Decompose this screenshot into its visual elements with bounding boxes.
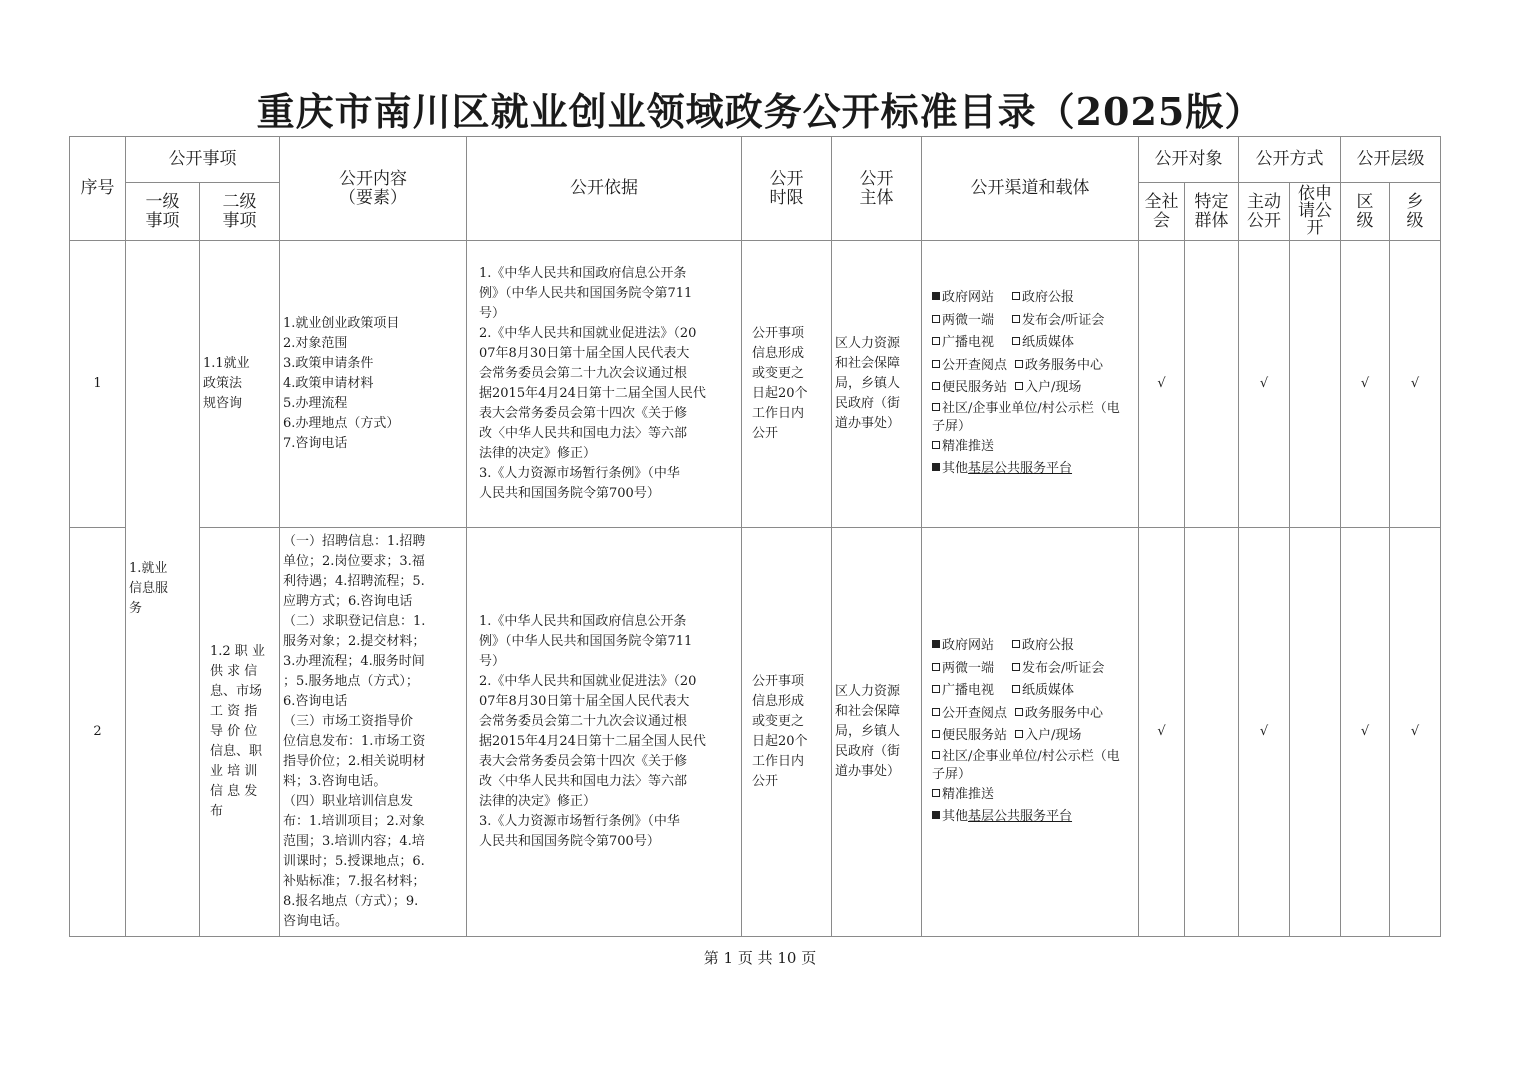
- row-seq: 1: [70, 241, 126, 528]
- unchecked-box-icon: [932, 730, 940, 738]
- subject-cell: 区人力资源 和社会保障 局，乡镇人 民政府（街 道办事处）: [832, 241, 922, 528]
- unchecked-box-icon: [1012, 685, 1020, 693]
- unchecked-box-icon: [1012, 640, 1020, 648]
- unchecked-box-icon: [1012, 337, 1020, 345]
- header-basis: 公开依据: [467, 137, 742, 241]
- table-row: [70, 241, 1441, 528]
- checked-box-icon: [932, 811, 940, 819]
- time-cell: 公开事项 信息形成 或变更之 日起20个 工作日内 公开: [742, 241, 832, 528]
- header-level-township: 乡 级: [1390, 183, 1441, 241]
- table-row: [70, 528, 1441, 937]
- checked-box-icon: [932, 463, 940, 471]
- checked-box-icon: [932, 292, 940, 300]
- subject-cell: 区人力资源 和社会保障 局，乡镇人 民政府（街 道办事处）: [832, 528, 922, 937]
- level1-item: 1.就业 信息服 务: [126, 241, 200, 937]
- basis-cell: 1.《中华人民共和国政府信息公开条 例》（中华人民共和国国务院令第711 号） 2.《中华人民共和国就业促进法》（20 07年8月30日第十届全国人民代表大 会常务委员会第二十九次会议通过根 据2015年4月24日第十二届全国人民代 表大会常务委员会第十四次《关于修 改〈中华人民共和国电力法〉等六部 法律的决定》修正） 3.《人力资源市场暂行条例》（中华 人民共和国国务院令第700号）: [467, 241, 742, 528]
- unchecked-box-icon: [932, 441, 940, 449]
- check-target-specific: [1185, 241, 1239, 528]
- header-row-1: [70, 137, 1441, 183]
- unchecked-box-icon: [932, 382, 940, 390]
- channel-cell: 政府网站 政府公报 两微一端 发布会/听证会 广播电视 纸质媒体 公开查阅点 政务服务中心 便民服务站 入户/现场 社区/企事业单位/村公示栏（电 子屏） 精准推送 其他基层公共服务平台: [922, 241, 1139, 528]
- header-level-group: 公开层级: [1341, 137, 1441, 183]
- header-seq: 序号: [70, 137, 126, 241]
- check-method-apply: [1290, 528, 1341, 937]
- unchecked-box-icon: [932, 315, 940, 323]
- check-level-township: √: [1390, 241, 1441, 528]
- header-method-active: 主动 公开: [1239, 183, 1290, 241]
- header-level-district: 区 级: [1341, 183, 1390, 241]
- check-level-district: √: [1341, 241, 1390, 528]
- unchecked-box-icon: [1012, 292, 1020, 300]
- header-method-group: 公开方式: [1239, 137, 1341, 183]
- header-channel: 公开渠道和载体: [922, 137, 1139, 241]
- unchecked-box-icon: [932, 337, 940, 345]
- check-target-specific: [1185, 528, 1239, 937]
- header-item-group: 公开事项: [126, 137, 280, 183]
- level2-item: 1.1就业 政策法 规咨询: [200, 241, 280, 528]
- header-time: 公开 时限: [742, 137, 832, 241]
- level2-item: 1.2 职 业 供 求 信 息、市场 工 资 指 导 价 位 信息、职 业 培 训 信 息 发 布: [200, 528, 280, 937]
- content-cell: 1.就业创业政策项目 2.对象范围 3.政策申请条件 4.政策申请材料 5.办理流程 6.办理地点（方式） 7.咨询电话: [280, 241, 467, 528]
- unchecked-box-icon: [932, 685, 940, 693]
- unchecked-box-icon: [932, 751, 940, 759]
- check-target-all: √: [1139, 528, 1185, 937]
- header-level1: 一级 事项: [126, 183, 200, 241]
- unchecked-box-icon: [1015, 730, 1023, 738]
- unchecked-box-icon: [932, 403, 940, 411]
- page-footer: 第 1 页 共 10 页: [703, 949, 817, 967]
- checked-box-icon: [932, 640, 940, 648]
- header-target-group: 公开对象: [1139, 137, 1239, 183]
- unchecked-box-icon: [1015, 360, 1023, 368]
- check-method-active: √: [1239, 528, 1290, 937]
- header-method-apply: 依申 请公 开: [1290, 183, 1341, 241]
- header-subject: 公开 主体: [832, 137, 922, 241]
- check-method-apply: [1290, 241, 1341, 528]
- check-target-all: √: [1139, 241, 1185, 528]
- channel-cell: 政府网站 政府公报 两微一端 发布会/听证会 广播电视 纸质媒体 公开查阅点 政务服务中心 便民服务站 入户/现场 社区/企事业单位/村公示栏（电 子屏） 精准推送 其他基层公共服务平台: [922, 528, 1139, 937]
- header-target-specific: 特定 群体: [1185, 183, 1239, 241]
- unchecked-box-icon: [1015, 382, 1023, 390]
- header-level2: 二级 事项: [200, 183, 280, 241]
- row-seq: 2: [70, 528, 126, 937]
- page-title: 重庆市南川区就业创业领域政务公开标准目录（2025版）: [256, 89, 1264, 134]
- time-cell: 公开事项 信息形成 或变更之 日起20个 工作日内 公开: [742, 528, 832, 937]
- content-cell: （一）招聘信息：1.招聘 单位；2.岗位要求；3.福 利待遇；4.招聘流程；5. 应聘方式；6.咨询电话 （二）求职登记信息：1. 服务对象；2.提交材料； 3.办理流程；4.服务时间 ；5.服务地点（方式）； 6.咨询电话 （三）市场工资指导价 位信息发布：1.市场工资 指导价位；2.相关说明材 料；3.咨询电话。 （四）职业培训信息发 布：1.培训项目；2.对象 范围；3.培训内容；4.培 训课时；5.授课地点；6. 补贴标准；7.报名材料； 8.报名地点（方式）；9. 咨询电话。: [280, 528, 467, 937]
- unchecked-box-icon: [932, 708, 940, 716]
- header-content: 公开内容 （要素）: [280, 137, 467, 241]
- unchecked-box-icon: [932, 360, 940, 368]
- unchecked-box-icon: [932, 789, 940, 797]
- header-target-all: 全社 会: [1139, 183, 1185, 241]
- check-method-active: √: [1239, 241, 1290, 528]
- unchecked-box-icon: [1015, 708, 1023, 716]
- check-level-district: √: [1341, 528, 1390, 937]
- catalog-table: [69, 136, 1441, 937]
- unchecked-box-icon: [932, 663, 940, 671]
- basis-cell: 1.《中华人民共和国政府信息公开条 例》（中华人民共和国国务院令第711 号） 2.《中华人民共和国就业促进法》（20 07年8月30日第十届全国人民代表大 会常务委员会第二十九次会议通过根 据2015年4月24日第十二届全国人民代 表大会常务委员会第十四次《关于修 改〈中华人民共和国电力法〉等六部 法律的决定》修正） 3.《人力资源市场暂行条例》（中华 人民共和国国务院令第700号）: [467, 528, 742, 937]
- unchecked-box-icon: [1012, 315, 1020, 323]
- unchecked-box-icon: [1012, 663, 1020, 671]
- check-level-township: √: [1390, 528, 1441, 937]
